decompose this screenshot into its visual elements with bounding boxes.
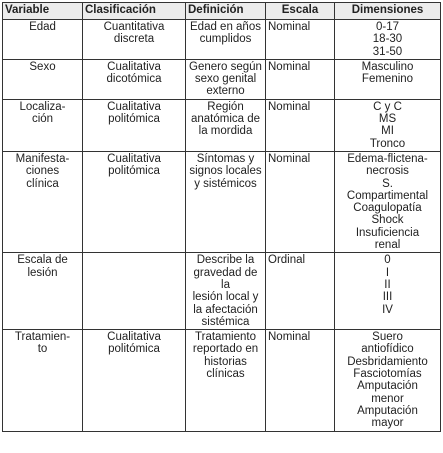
cell-line: politómica <box>108 113 160 126</box>
cell-line: 0-17 <box>375 21 400 33</box>
cell-line: menor <box>371 392 404 405</box>
cell-line: Edema-flictena- <box>347 152 428 165</box>
cell-line: reportado en <box>192 343 259 356</box>
cell-line: la mordida <box>198 125 253 138</box>
cell-line: Amputación <box>357 404 418 417</box>
cell-line: Compartimental <box>346 189 429 202</box>
cell-variable <box>3 151 83 252</box>
cell-line: gravedad de la <box>193 266 261 291</box>
cell-variable <box>3 330 83 431</box>
cell-line: Cualitativa <box>107 152 161 165</box>
cell-escala <box>266 151 335 252</box>
cell-line: cumplidos <box>199 33 252 46</box>
cell-line: Nominal <box>268 152 311 165</box>
cell-line: Ordinal <box>268 254 306 267</box>
cell-line: Sexo <box>29 60 56 73</box>
cell-line: Fasciotomías <box>353 368 422 381</box>
cell-line: dicotómica <box>106 73 162 86</box>
cell-line: 31-50 <box>372 45 403 58</box>
cell-line: ciones <box>25 165 60 178</box>
cell-line: signos locales <box>189 165 262 178</box>
cell-line: clínicas <box>206 368 245 381</box>
cell-line: y sistémicos <box>194 177 257 190</box>
header-escala: Escala <box>266 3 335 20</box>
cell-line: Desbridamiento <box>347 355 428 368</box>
cell-line: Nominal <box>268 21 311 33</box>
cell-line: externo <box>206 85 245 98</box>
cell-line: Suero <box>372 331 403 344</box>
cell-clasificacion <box>83 20 186 60</box>
cell-line: historias <box>204 355 247 368</box>
cell-line: Edad <box>29 21 56 33</box>
cell-definicion <box>186 253 266 330</box>
cell-clasificacion <box>83 99 186 151</box>
header-clasificacion: Clasificación <box>83 3 186 20</box>
cell-line: Tratamien- <box>14 331 71 344</box>
cell-clasificacion <box>83 59 186 99</box>
cell-clasificacion <box>83 253 186 330</box>
cell-line: necrosis <box>366 165 409 178</box>
cell-line: Amputación <box>357 380 418 393</box>
cell-line: 0 <box>384 254 391 267</box>
cell-line: Shock <box>371 214 404 227</box>
table-row <box>3 99 441 151</box>
cell-definicion <box>186 59 266 99</box>
cell-line: mayor <box>371 417 404 430</box>
cell-line: clínica <box>26 177 59 190</box>
cell-variable <box>3 253 83 330</box>
cell-line: Nominal <box>268 100 311 113</box>
cell-line: Insuficiencia <box>355 226 420 239</box>
cell-line: S. <box>382 177 393 190</box>
cell-line: Cualitativa <box>107 100 161 113</box>
cell-line: Cuantitativa <box>103 21 165 33</box>
cell-line: lesión local y <box>192 291 259 304</box>
cell-escala <box>266 20 335 60</box>
cell-line: Tronco <box>369 137 406 150</box>
cell-line: la afectación <box>193 303 258 316</box>
cell-line: Coagulopatía <box>353 202 422 215</box>
cell-line: III <box>382 291 393 304</box>
cell-line: MS <box>378 113 397 126</box>
cell-escala <box>266 330 335 431</box>
cell-line: renal <box>374 239 401 252</box>
cell-dimensiones <box>335 99 441 151</box>
cell-line: Localiza- <box>19 100 66 113</box>
cell-variable <box>3 99 83 151</box>
cell-line: ción <box>31 113 54 126</box>
cell-line: politómica <box>108 343 160 356</box>
cell-line: anatómica de <box>190 113 261 126</box>
cell-line: antiofídico <box>361 343 414 356</box>
table-row <box>3 20 441 60</box>
cell-line: I <box>385 266 390 279</box>
cell-line: sexo genital <box>194 73 257 86</box>
cell-variable <box>3 59 83 99</box>
header-definicion: Definición <box>186 3 266 20</box>
cell-line: Cualitativa <box>107 60 161 73</box>
table-row <box>3 151 441 252</box>
table-container <box>2 2 441 432</box>
cell-line: lesión <box>27 266 58 279</box>
cell-line: Femenino <box>361 73 414 86</box>
cell-line: politómica <box>108 165 160 178</box>
cell-line: Describe la <box>196 254 255 267</box>
cell-dimensiones <box>335 20 441 60</box>
table-row <box>3 59 441 99</box>
cell-line: Tratamiento <box>195 331 256 344</box>
cell-dimensiones <box>335 330 441 431</box>
cell-escala <box>266 253 335 330</box>
header-variable: Variable <box>3 3 83 20</box>
cell-line: Nominal <box>268 60 311 73</box>
cell-line: Masculino <box>361 60 414 73</box>
cell-line: II <box>384 278 391 291</box>
cell-escala <box>266 99 335 151</box>
cell-dimensiones <box>335 151 441 252</box>
cell-dimensiones <box>335 59 441 99</box>
cell-line: to <box>37 343 48 356</box>
cell-line: Manifesta- <box>15 152 70 165</box>
cell-clasificacion <box>83 151 186 252</box>
cell-line: sistémica <box>201 315 250 328</box>
table-row <box>3 253 441 330</box>
cell-definicion <box>186 330 266 431</box>
cell-line: Edad en años <box>190 21 261 33</box>
header-dimensiones: Dimensiones <box>335 3 441 20</box>
header-row <box>3 3 441 20</box>
cell-line: Nominal <box>268 331 311 344</box>
table-row <box>3 330 441 431</box>
cell-line: Síntomas y <box>196 152 255 165</box>
cell-line: discreta <box>113 33 155 46</box>
cell-definicion <box>186 151 266 252</box>
cell-line: 18-30 <box>372 33 403 46</box>
cell-line: Escala de <box>17 254 68 267</box>
cell-definicion <box>186 99 266 151</box>
cell-line: Genero según <box>189 60 262 73</box>
cell-definicion <box>186 20 266 60</box>
cell-variable <box>3 20 83 60</box>
cell-clasificacion <box>83 330 186 431</box>
cell-line: Región <box>207 100 244 113</box>
cell-line: IV <box>382 303 393 316</box>
cell-line: C y C <box>373 100 402 113</box>
cell-dimensiones <box>335 253 441 330</box>
variables-table <box>2 2 441 432</box>
cell-line: Cualitativa <box>107 331 161 344</box>
cell-line: MI <box>381 125 394 138</box>
cell-escala <box>266 59 335 99</box>
